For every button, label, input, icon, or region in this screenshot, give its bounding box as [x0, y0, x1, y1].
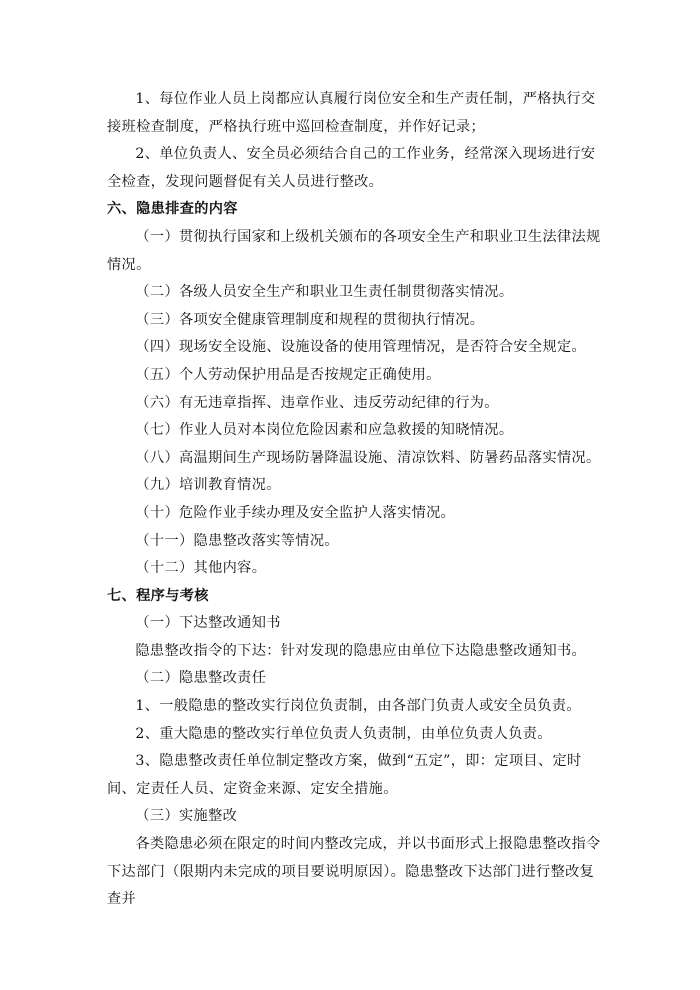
section-6-item-4: （四）现场安全设施、设施设备的使用管理情况，是否符合安全规定。	[135, 339, 587, 356]
section-7-subheading-2: （二）隐患整改责任	[135, 670, 267, 687]
section-6-item-7: （七）作业人员对本岗位危险因素和应急救援的知晓情况。	[135, 422, 514, 439]
section-7-paragraph-5: 各类隐患必须在限定的时间内整改完成，并以书面形式上报隐患整改指令下达部门（限期内未完成的项目要说明原因）。隐患整改下达部门进行整改复查并	[107, 836, 601, 908]
section-6-item-5: （五）个人劳动保护用品是否按规定正确使用。	[135, 366, 441, 383]
section-6-item-12: （十二）其他内容。	[135, 560, 267, 577]
section-7-paragraph-1: 隐患整改指令的下达：针对发现的隐患应由单位下达隐患整改通知书。	[135, 642, 587, 659]
section-7-subheading-3: （三）实施整改	[135, 808, 238, 825]
section-6-item-2: （二）各级人员安全生产和职业卫生责任制贯彻落实情况。	[135, 284, 514, 301]
section-6-item-1: （一）贯彻执行国家和上级机关颁布的各项安全生产和职业卫生法律法规情况。	[107, 228, 601, 273]
document-body	[107, 86, 602, 914]
paragraph-1: 1、每位作业人员上岗都应认真履行岗位安全和生产责任制，严格执行交接班检查制度，严格执行班中巡回检查制度，并作好记录；	[107, 91, 596, 135]
section-6-item-11: （十一）隐患整改落实等情况。	[135, 532, 339, 549]
section-7-paragraph-2: 1、一般隐患的整改实行岗位负责制，由各部门负责人或安全员负责。	[135, 698, 581, 715]
paragraph-2: 2、单位负责人、安全员必须结合自己的工作业务，经常深入现场进行安全检查，发现问题督促有关人员进行整改。	[107, 146, 596, 190]
section-6-item-9: （九）培训教育情况。	[135, 477, 281, 494]
section-6-heading: 六、隐患排查的内容	[107, 201, 238, 218]
section-6-item-10: （十）危险作业手续办理及安全监护人落实情况。	[135, 504, 456, 521]
section-7-paragraph-3: 2、重大隐患的整改实行单位负责人负责制，由单位负责人负责。	[135, 725, 552, 742]
section-7-heading: 七、程序与考核	[107, 587, 209, 604]
section-6-item-8: （八）高温期间生产现场防暑降温设施、清凉饮料、防暑药品落实情况。	[135, 449, 601, 466]
section-7-subheading-1: （一）下达整改通知书	[135, 615, 281, 632]
section-6-item-3: （三）各项安全健康管理制度和规程的贯彻执行情况。	[135, 311, 485, 328]
section-7-paragraph-4: 3、隐患整改责任单位制定整改方案，做到“五定”，即：定项目、定时间、定责任人员、定资金来源、定安全措施。	[107, 753, 582, 797]
section-6-item-6: （六）有无违章指挥、违章作业、违反劳动纪律的行为。	[135, 394, 499, 411]
